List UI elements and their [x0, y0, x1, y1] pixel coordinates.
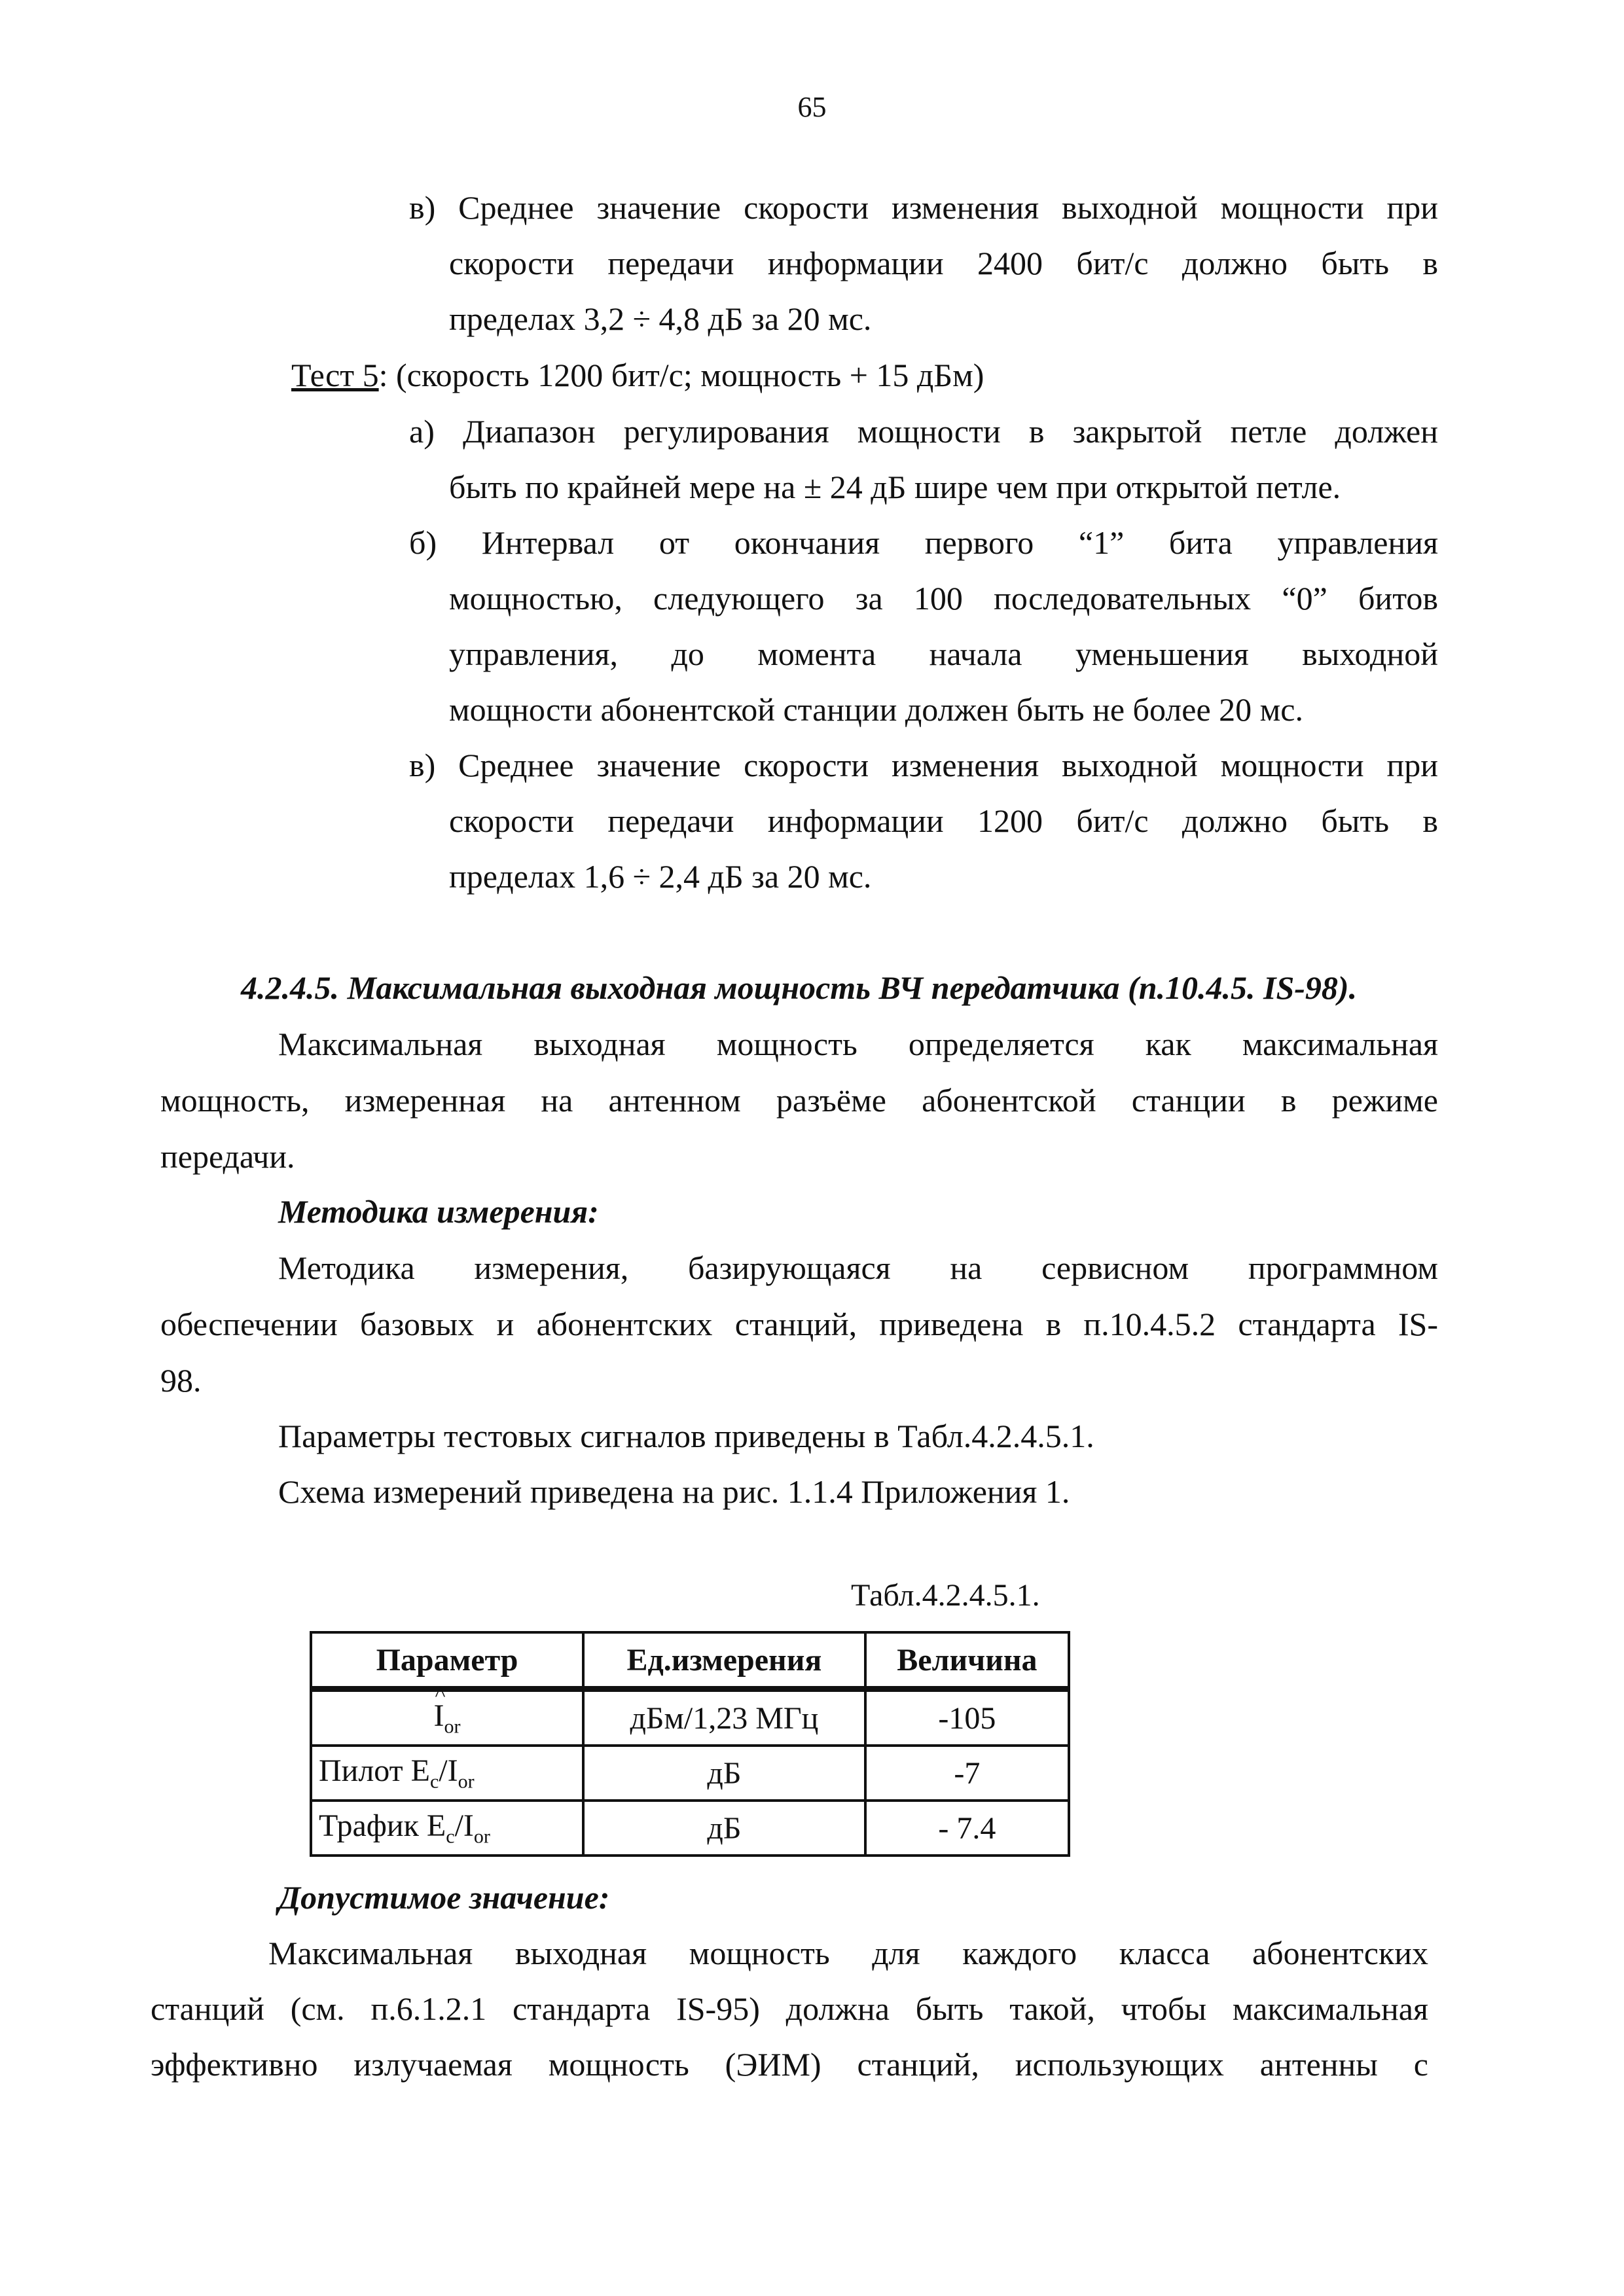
method-line-2: обеспечении базовых и абонентских станций, приведена в п.10.4.5.2 стандарта IS- — [160, 1306, 1438, 1342]
test5-item-a-line-2: быть по крайней мере на ± 24 дБ шире чем при открытой петле. — [449, 469, 1341, 505]
table-header-unit: Ед.измерения — [583, 1632, 865, 1689]
test-signal-parameters-table — [310, 1631, 1070, 1857]
allowed-line-2: станций (см. п.6.1.2.1 стандарта IS-95) должна быть такой, чтобы максимальная — [151, 1990, 1428, 2027]
test5-item-a-line-1: а) Диапазон регулирования мощности в закрытой петле должен — [409, 413, 1438, 450]
table-cell-value: -105 — [865, 1689, 1069, 1746]
allowed-heading: Допустимое значение: — [278, 1879, 610, 1916]
table-cell-param: Пилот $E_c/I_{or}$ — [311, 1746, 583, 1801]
scheme-note: Схема измерений приведена на рис. 1.1.4 Приложения 1. — [278, 1473, 1070, 1510]
table-cell-param: ^ $I_{or}$ — [311, 1689, 583, 1746]
table-cell-value: -7 — [865, 1746, 1069, 1801]
test5-item-b-line-3: управления, до момента начала уменьшения выходной — [449, 636, 1438, 672]
params-note: Параметры тестовых сигналов приведены в Табл.4.2.4.5.1. — [278, 1418, 1094, 1454]
method-line-3: 98. — [160, 1362, 202, 1399]
test5-item-v-line-3: пределах 1,6 ÷ 2,4 дБ за 20 мс. — [449, 858, 872, 895]
test5-item-v-line-2: скорости передачи информации 1200 бит/с должно быть в — [449, 802, 1438, 839]
test4-item-v-line-1: в) Среднее значение скорости изменения выходной мощности при — [409, 189, 1438, 226]
table-row — [311, 1801, 1069, 1856]
table-row — [311, 1746, 1069, 1801]
test5-item-b-line-2: мощностью, следующего за 100 последовательных “0” битов — [449, 580, 1438, 617]
table-header-row — [311, 1632, 1069, 1689]
section-heading: 4.2.4.5. Максимальная выходная мощность ВЧ передатчика (п.10.4.5. IS-98). — [241, 969, 1358, 1006]
table-cell-param: Трафик $E_c/I_{or}$ — [311, 1801, 583, 1856]
method-heading: Методика измерения: — [278, 1193, 599, 1230]
table-header-value: Величина — [865, 1632, 1069, 1689]
definition-line-2: мощность, измеренная на антенном разъёме абонентской станции в режиме — [160, 1082, 1438, 1119]
test4-item-v-line-3: пределах 3,2 ÷ 4,8 дБ за 20 мс. — [449, 300, 872, 337]
test5-heading — [291, 356, 984, 394]
allowed-line-1: Максимальная выходная мощность для каждого класса абонентских — [268, 1935, 1428, 1971]
allowed-line-3: эффективно излучаемая мощность (ЭИМ) станций, использующих антенны с — [151, 2046, 1428, 2083]
table-cell-unit: дБ — [583, 1746, 865, 1801]
test5-item-v-line-1: в) Среднее значение скорости изменения выходной мощности при — [409, 747, 1438, 783]
test5-conditions: : (скорость 1200 бит/с; мощность + 15 дБм) — [378, 357, 984, 393]
table-row — [311, 1689, 1069, 1746]
table-cell-unit: дБ — [583, 1801, 865, 1856]
table-cell-unit: дБм/1,23 МГц — [583, 1689, 865, 1746]
definition-line-1: Максимальная выходная мощность определяется как максимальная — [278, 1026, 1438, 1062]
test5-item-b-line-1: б) Интервал от окончания первого “1” бита управления — [409, 524, 1438, 561]
test5-item-b-line-4: мощности абонентской станции должен быть не более 20 мс. — [449, 691, 1303, 728]
test4-item-v-line-2: скорости передачи информации 2400 бит/с должно быть в — [449, 245, 1438, 281]
hat-mark: ^ — [435, 1682, 446, 1707]
method-line-1: Методика измерения, базирующаяся на сервисном программном — [278, 1249, 1438, 1286]
table-cell-value: - 7.4 — [865, 1801, 1069, 1856]
ior-symbol: ^ I — [433, 1682, 446, 1734]
definition-line-3: передачи. — [160, 1138, 295, 1175]
page-number: 65 — [797, 91, 827, 123]
test5-label: Тест 5 — [291, 357, 379, 393]
table-caption: Табл.4.2.4.5.1. — [851, 1578, 1040, 1613]
table-header-param: Параметр — [311, 1632, 583, 1689]
